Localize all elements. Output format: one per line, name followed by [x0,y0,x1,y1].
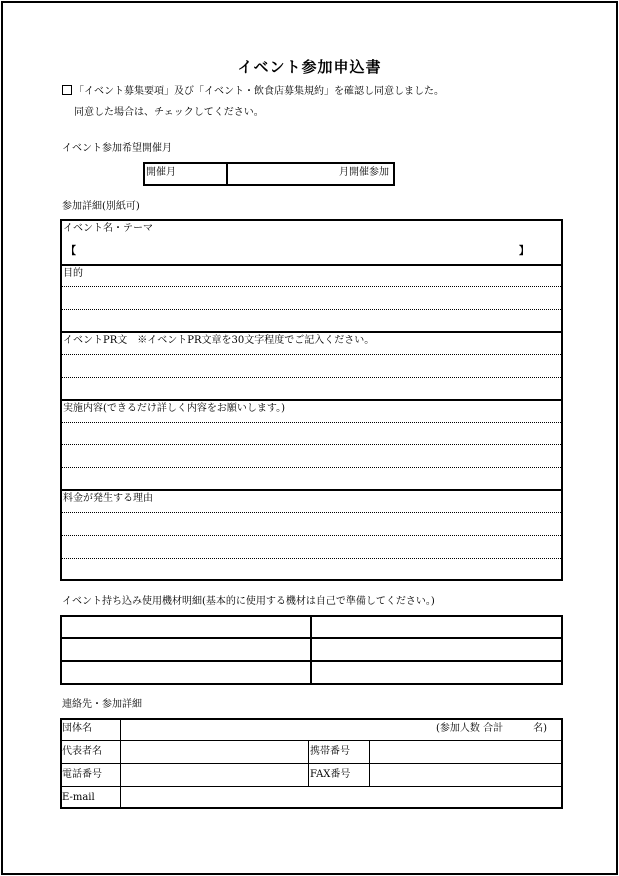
row-separator [60,331,563,333]
pr-line-1[interactable] [62,354,561,355]
agreement-text: 「イベント募集要項」及び「イベント・飲食店募集規約」を確認し同意しました。 [74,86,444,97]
equipment-cell[interactable] [62,663,308,683]
row-separator [60,399,563,401]
content-line-3[interactable] [62,467,561,468]
content-label: 実施内容(できるだけ詳しく内容をお願いします。) [63,403,286,414]
representative-label: 代表者名 [62,746,102,757]
fee-label: 料金が発生する理由 [63,493,153,504]
equipment-cell[interactable] [62,640,308,659]
contact-row-separator [61,763,562,764]
phone-input[interactable] [123,766,306,785]
contact-mid-divider [369,741,370,786]
equipment-cell[interactable] [313,663,561,683]
contact-row-separator [61,786,562,787]
purpose-line-1[interactable] [62,286,561,287]
equipment-cell[interactable] [313,640,561,659]
equipment-col-divider [310,615,312,685]
fee-line-2[interactable] [62,535,561,536]
bracket-close: 】 [519,246,529,257]
mobile-label: 携帯番号 [310,746,350,757]
representative-input[interactable] [123,743,306,762]
group-name-input[interactable] [123,720,423,739]
details-heading: 参加詳細(別紙可) [62,201,140,212]
month-label: 開催月 [146,167,176,178]
row-separator [60,489,563,491]
contact-heading: 連絡先・参加詳細 [62,699,142,710]
agreement-line [62,85,444,98]
bracket-open: 【 [66,246,76,257]
contact-row-separator [61,740,562,741]
month-heading: イベント参加希望開催月 [62,143,172,154]
mobile-input[interactable] [372,743,561,762]
form-title: イベント参加申込書 [237,58,382,76]
content-line-2[interactable] [62,444,561,445]
month-divider [226,162,228,186]
group-name-label: 団体名 [62,723,92,734]
fee-line-3[interactable] [62,558,561,559]
month-suffix: 月開催参加 [339,167,389,178]
purpose-line-2[interactable] [62,309,561,310]
participants-label: (参加人数 合計 名) [436,723,547,734]
content-line-1[interactable] [62,422,561,423]
fax-label: FAX番号 [310,769,351,780]
email-input[interactable] [123,789,561,807]
month-input[interactable] [230,164,330,184]
agreement-checkbox[interactable] [62,85,72,95]
contact-mid-divider [308,741,309,786]
fax-input[interactable] [372,766,561,785]
row-separator [60,264,563,266]
event-name-input[interactable] [80,242,520,262]
equipment-cell[interactable] [62,617,308,636]
equipment-row-separator [60,637,563,639]
pr-label: イベントPR文 ※イベントPR文章を30文字程度でご記入ください。 [63,335,375,346]
pr-line-2[interactable] [62,377,561,378]
agreement-note: 同意した場合は、チェックしてください。 [74,107,264,118]
fee-line-1[interactable] [62,512,561,513]
phone-label: 電話番号 [62,769,102,780]
equipment-row-separator [60,660,563,662]
equipment-cell[interactable] [313,617,561,636]
event-name-label: イベント名・テーマ [63,223,153,234]
purpose-label: 目的 [63,268,83,279]
equipment-heading: イベント持ち込み使用機材明細(基本的に使用する機材は自己で準備してください。) [62,596,435,607]
email-label: E-mail [62,792,95,803]
